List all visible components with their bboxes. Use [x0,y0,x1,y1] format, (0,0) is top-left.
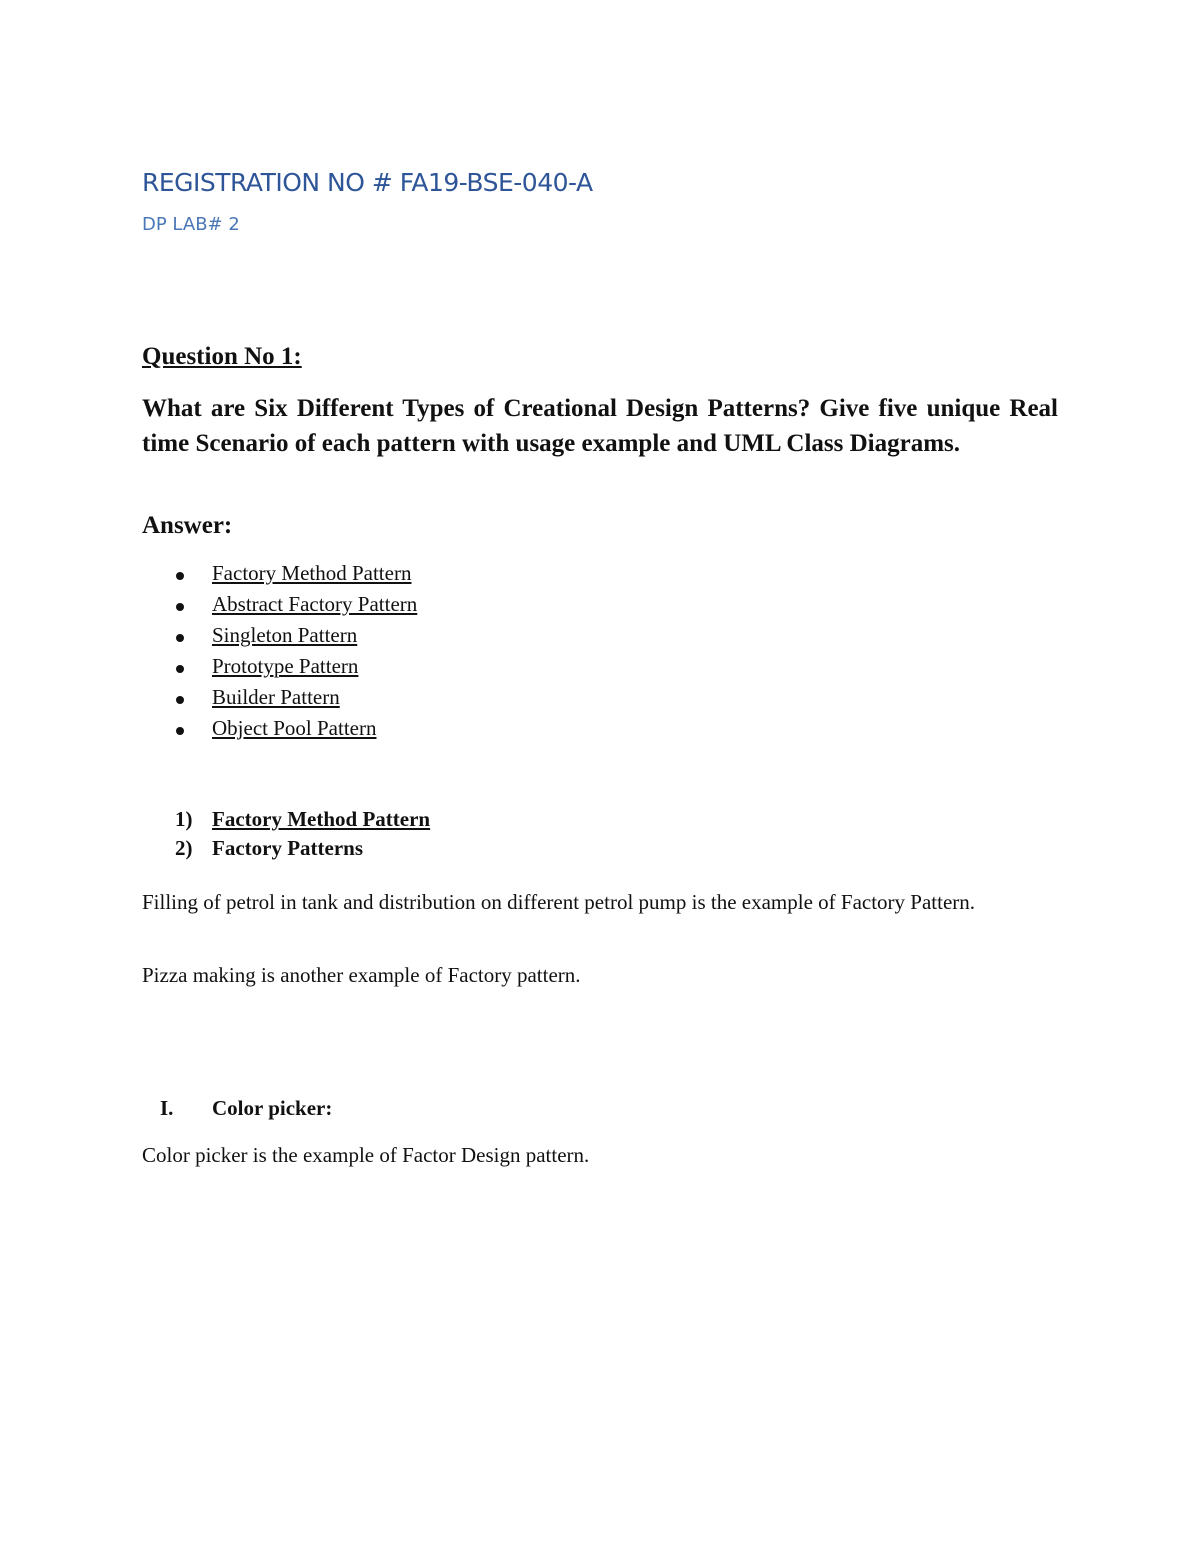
pattern-link[interactable]: Builder Pattern [212,685,340,709]
paragraph: Color picker is the example of Factor Design pattern. [142,1143,590,1167]
numbered-item [0,807,700,835]
section-heading: Factory Patterns [212,836,364,860]
example-heading: Color picker: [212,1096,333,1120]
pattern-link[interactable]: Object Pool Pattern [212,716,377,740]
list-item [0,654,700,685]
number-marker: 1) [175,807,193,831]
roman-marker: I. [160,1096,174,1120]
paragraph: Filling of petrol in tank and distribution on different petrol pump is the example of Factory Pattern. [142,890,976,914]
question-text: What are Six Different Types of Creational Design Patterns? Give five unique Real time Scenario of each pattern with usage example and UML Class Diagrams. [142,395,1058,457]
bullet-icon [176,727,184,735]
lab-title: DP LAB# 2 [142,214,240,235]
bullet-icon [176,634,184,642]
pattern-link[interactable]: Abstract Factory Pattern [212,592,418,616]
question-heading: Question No 1: [142,343,302,370]
list-item [0,623,700,654]
bullet-icon [176,603,184,611]
registration-number: REGISTRATION NO # FA19-BSE-040-A [142,168,593,197]
numbered-item [0,836,700,864]
section-heading: Factory Method Pattern [212,807,431,831]
list-item [0,592,700,623]
list-item [0,561,700,592]
answer-label: Answer: [142,512,233,539]
list-item [0,716,700,747]
paragraph: Pizza making is another example of Factory pattern. [142,963,581,987]
number-marker: 2) [175,836,193,860]
pattern-link[interactable]: Factory Method Pattern [212,561,412,585]
pattern-link[interactable]: Prototype Pattern [212,654,359,678]
bullet-icon [176,572,184,580]
list-item [0,685,700,716]
pattern-link[interactable]: Singleton Pattern [212,623,358,647]
bullet-icon [176,665,184,673]
bullet-icon [176,696,184,704]
